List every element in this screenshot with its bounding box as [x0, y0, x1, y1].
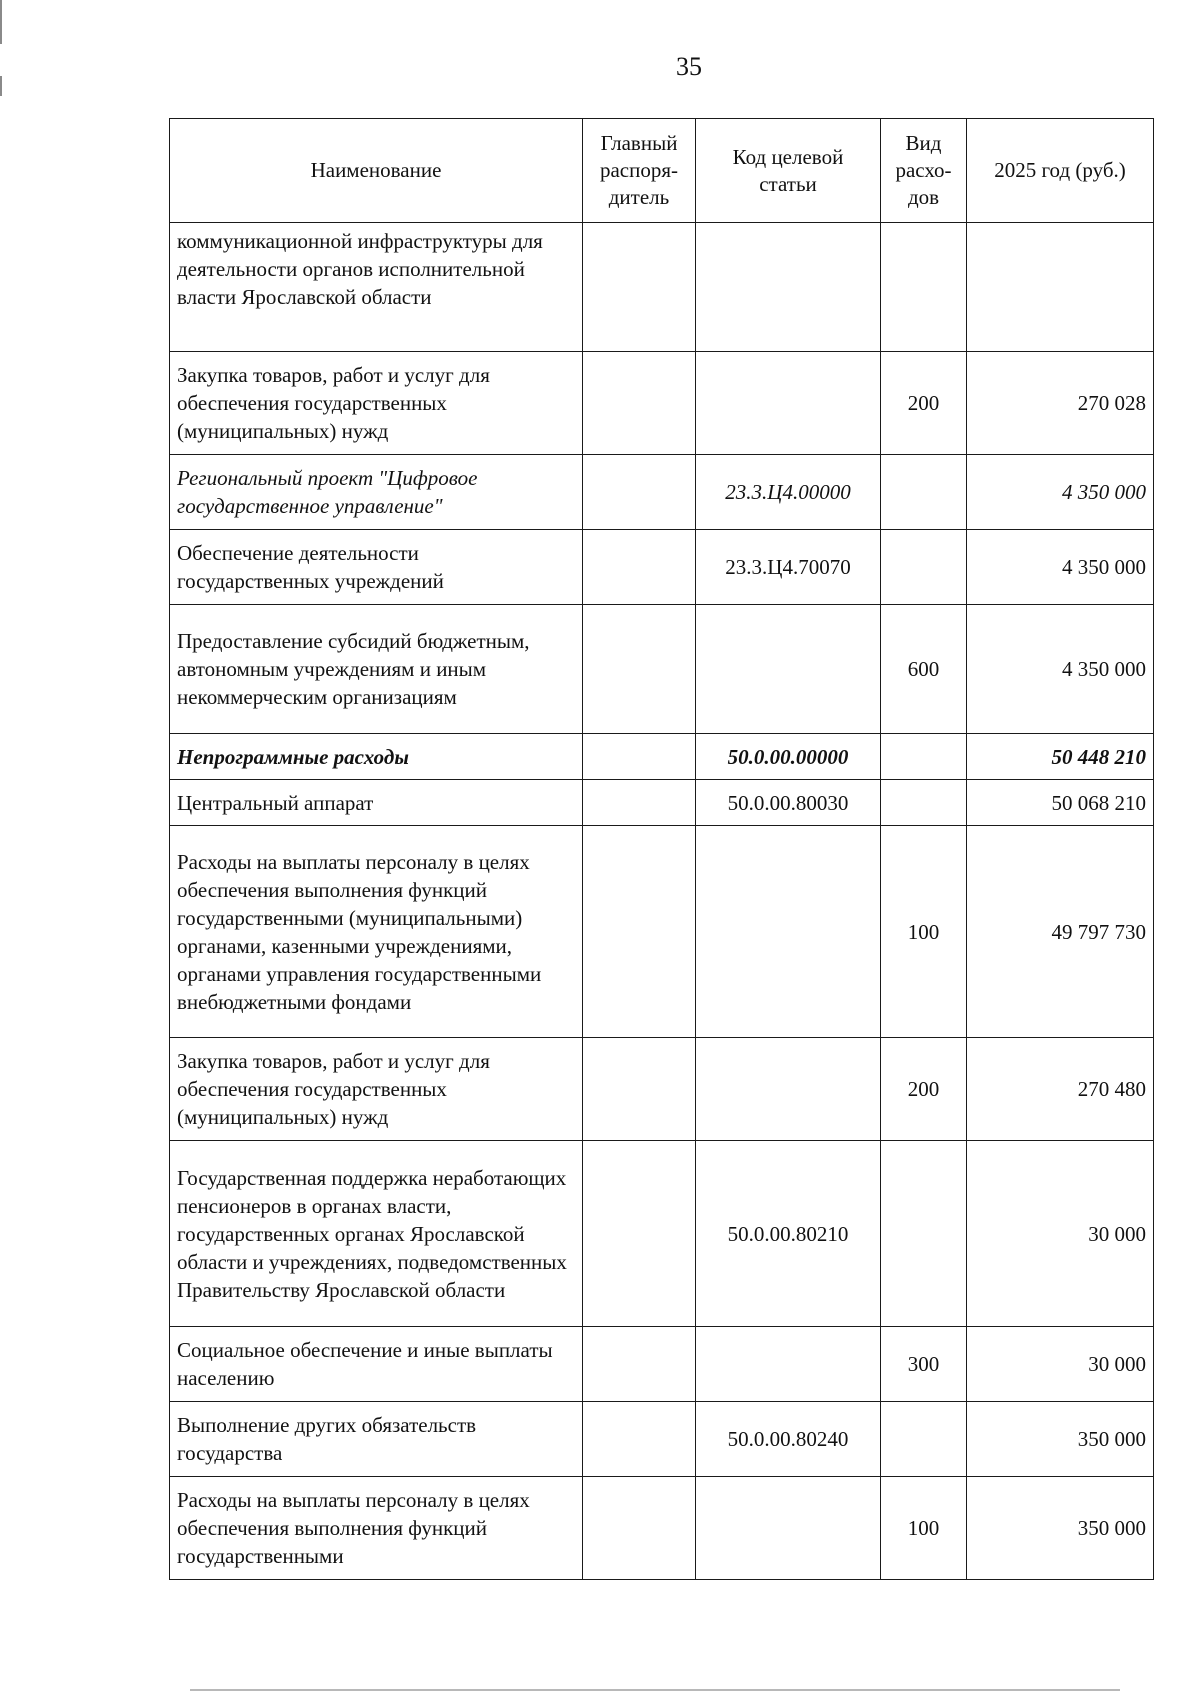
- row-name: Закупка товаров, работ и услуг для обеспечения государственных (муниципальных) нужд: [170, 352, 583, 455]
- row-kind: [881, 1402, 967, 1477]
- row-dispatcher: [583, 352, 696, 455]
- header-dispatcher: Главный распоря-дитель: [583, 119, 696, 223]
- table-row: [170, 352, 1154, 455]
- table-row: [170, 826, 1154, 1038]
- row-code: [696, 605, 881, 734]
- scan-edge-mark: [0, 0, 2, 44]
- row-kind: 600: [881, 605, 967, 734]
- header-name: Наименование: [170, 119, 583, 223]
- table-row: [170, 1477, 1154, 1580]
- row-amount: 49 797 730: [967, 826, 1154, 1038]
- row-code: 50.0.00.80240: [696, 1402, 881, 1477]
- table-row: [170, 223, 1154, 352]
- table-row: [170, 1038, 1154, 1141]
- row-name: Региональный проект "Цифровое государственное управление": [170, 455, 583, 530]
- table-row: [170, 1327, 1154, 1402]
- row-amount: [967, 223, 1154, 352]
- row-kind: [881, 223, 967, 352]
- row-kind: [881, 530, 967, 605]
- row-code: [696, 1477, 881, 1580]
- table-row: [170, 605, 1154, 734]
- scan-bottom-mark: [190, 1689, 1120, 1691]
- row-dispatcher: [583, 605, 696, 734]
- row-name: коммуникационной инфраструктуры для деятельности органов исполнительной власти Ярославской области: [170, 223, 583, 352]
- row-code: 23.3.Ц4.00000: [696, 455, 881, 530]
- row-name: Непрограммные расходы: [170, 734, 583, 780]
- header-target-code: Код целевой статьи: [696, 119, 881, 223]
- row-amount: 30 000: [967, 1327, 1154, 1402]
- row-kind: [881, 780, 967, 826]
- row-amount: 4 350 000: [967, 605, 1154, 734]
- row-dispatcher: [583, 1402, 696, 1477]
- page-number: 35: [676, 52, 702, 81]
- row-dispatcher: [583, 1141, 696, 1327]
- row-name: Государственная поддержка неработающих пенсионеров в органах власти, государственных органах Ярославской области и учреждениях, подведомственных Правительству Ярославской области: [170, 1141, 583, 1327]
- row-dispatcher: [583, 223, 696, 352]
- row-name: Центральный аппарат: [170, 780, 583, 826]
- row-kind: [881, 455, 967, 530]
- row-dispatcher: [583, 1327, 696, 1402]
- row-kind: 100: [881, 826, 967, 1038]
- row-dispatcher: [583, 1477, 696, 1580]
- row-code: [696, 352, 881, 455]
- row-amount: 350 000: [967, 1477, 1154, 1580]
- table-row: [170, 734, 1154, 780]
- row-amount: 270 028: [967, 352, 1154, 455]
- row-name: Обеспечение деятельности государственных учреждений: [170, 530, 583, 605]
- row-name: Закупка товаров, работ и услуг для обеспечения государственных (муниципальных) нужд: [170, 1038, 583, 1141]
- row-code: 50.0.00.00000: [696, 734, 881, 780]
- row-code: [696, 1038, 881, 1141]
- row-kind: 100: [881, 1477, 967, 1580]
- row-amount: 50 068 210: [967, 780, 1154, 826]
- row-kind: [881, 734, 967, 780]
- row-amount: 50 448 210: [967, 734, 1154, 780]
- row-kind: 200: [881, 352, 967, 455]
- header-expense-type: Вид расхо-дов: [881, 119, 967, 223]
- row-amount: 270 480: [967, 1038, 1154, 1141]
- table-row: [170, 1141, 1154, 1327]
- row-dispatcher: [583, 1038, 696, 1141]
- row-amount: 350 000: [967, 1402, 1154, 1477]
- row-code: 50.0.00.80030: [696, 780, 881, 826]
- row-dispatcher: [583, 530, 696, 605]
- row-name: Расходы на выплаты персоналу в целях обеспечения выполнения функций государственными: [170, 1477, 583, 1580]
- table-row: [170, 455, 1154, 530]
- row-dispatcher: [583, 455, 696, 530]
- row-code: [696, 1327, 881, 1402]
- row-code: [696, 826, 881, 1038]
- row-name: Социальное обеспечение и иные выплаты населению: [170, 1327, 583, 1402]
- row-kind: 300: [881, 1327, 967, 1402]
- row-name: Предоставление субсидий бюджетным, автономным учреждениям и иным некоммерческим организациям: [170, 605, 583, 734]
- budget-table: [169, 118, 1154, 1580]
- table-row: [170, 780, 1154, 826]
- row-kind: 200: [881, 1038, 967, 1141]
- row-name: Расходы на выплаты персоналу в целях обеспечения выполнения функций государственными (муниципальными) органами, казенными учреждениями, органами управления государственными внебюджетными фондами: [170, 826, 583, 1038]
- row-amount: 30 000: [967, 1141, 1154, 1327]
- row-amount: 4 350 000: [967, 455, 1154, 530]
- row-code: [696, 223, 881, 352]
- row-dispatcher: [583, 826, 696, 1038]
- table-row: [170, 1402, 1154, 1477]
- table-header-row: [170, 119, 1154, 223]
- row-dispatcher: [583, 734, 696, 780]
- header-year: 2025 год (руб.): [967, 119, 1154, 223]
- table-row: [170, 530, 1154, 605]
- row-dispatcher: [583, 780, 696, 826]
- row-name: Выполнение других обязательств государства: [170, 1402, 583, 1477]
- row-code: 50.0.00.80210: [696, 1141, 881, 1327]
- row-code: 23.3.Ц4.70070: [696, 530, 881, 605]
- row-amount: 4 350 000: [967, 530, 1154, 605]
- row-kind: [881, 1141, 967, 1327]
